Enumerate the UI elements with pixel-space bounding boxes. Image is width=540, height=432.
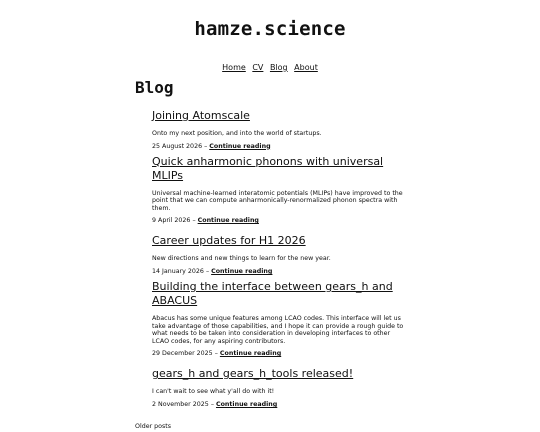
nav-link-home[interactable]: Home: [222, 63, 246, 72]
post-date: 14 January 2026: [152, 267, 204, 275]
post-summary: Abacus has some unique features among LCAO codes. This interface will let us take advantage of those capabilities, and I hope it can provide a rough guide to what needs to be taken into consideration in developing interfaces to other LCAO codes, for any aspiring contributors.: [152, 314, 404, 345]
meta-separator: –: [210, 400, 214, 408]
post-item: [152, 362, 415, 409]
post-summary: I can't wait to see what y'all do with it!: [152, 388, 275, 396]
continue-reading-link[interactable]: Continue reading: [211, 267, 273, 275]
post-date: 25 August 2026: [152, 142, 203, 150]
post-list: [135, 104, 415, 409]
meta-separator: –: [205, 267, 210, 275]
post-title-link[interactable]: gears_h and gears_h_tools released!: [152, 367, 354, 381]
post-item: [152, 104, 415, 151]
meta-separator: –: [214, 350, 218, 358]
meta-separator: –: [192, 217, 196, 225]
post-item: [152, 280, 415, 358]
meta-separator: –: [204, 142, 208, 150]
post-date: 29 December 2025: [152, 350, 213, 358]
post-title-link[interactable]: Career updates for H1 2026: [152, 234, 306, 248]
older-posts-link[interactable]: Older posts: [135, 422, 172, 430]
post-meta: [152, 217, 415, 225]
continue-reading-link[interactable]: Continue reading: [219, 350, 282, 358]
site-header: [0, 0, 540, 72]
continue-reading-link[interactable]: Continue reading: [215, 400, 278, 408]
post-summary: New directions and new things to learn for the new year.: [152, 255, 331, 263]
post-item: [152, 155, 415, 226]
post-meta: [152, 268, 415, 276]
nav-link-about[interactable]: About: [294, 63, 318, 72]
post-title-link[interactable]: Joining Atomscale: [152, 109, 250, 122]
main-nav: [0, 63, 540, 72]
post-title-link[interactable]: Building the interface between gears_h and ABACUS: [152, 279, 393, 307]
page-title: Blog: [135, 78, 174, 97]
post-item: [152, 229, 415, 276]
post-summary: Universal machine-learned interatomic potentials (MLIPs) have improved to the point that we can compute anharmonically-renormalized phonon spectra with them.: [152, 189, 403, 212]
continue-reading-link[interactable]: Continue reading: [197, 217, 259, 225]
nav-link-cv[interactable]: CV: [252, 63, 264, 72]
nav-link-blog[interactable]: Blog: [269, 63, 288, 72]
post-date: 9 April 2026: [152, 217, 191, 225]
post-title-link[interactable]: Quick anharmonic phonons with universal MLIPs: [152, 154, 384, 182]
post-meta: [152, 350, 415, 358]
main-content: [135, 78, 415, 432]
continue-reading-link[interactable]: Continue reading: [209, 142, 271, 150]
post-meta: [152, 143, 415, 151]
post-summary: Onto my next position, and into the world of startups.: [152, 130, 322, 137]
site-title-link[interactable]: hamze.science: [194, 18, 346, 40]
post-date: 2 November 2025: [152, 400, 209, 408]
